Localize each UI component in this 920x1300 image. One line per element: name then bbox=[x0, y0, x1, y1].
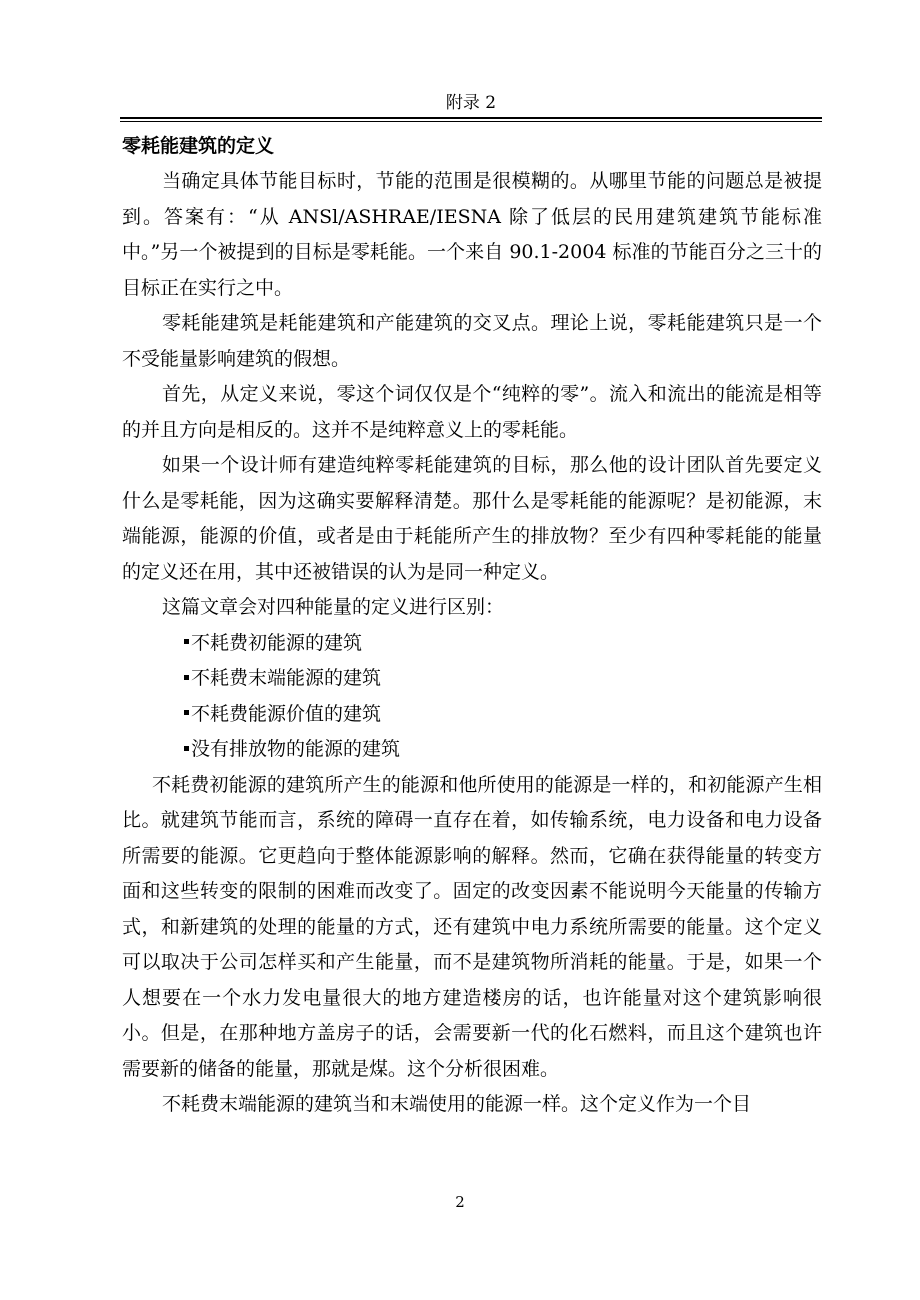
bullet-icon bbox=[184, 675, 189, 680]
bullet-icon bbox=[184, 639, 189, 644]
list-item bbox=[184, 697, 822, 733]
paragraph-7: 不耗费末端能源的建筑当和末端使用的能源一样。这个定义作为一个目 bbox=[162, 1093, 752, 1115]
paragraph-6: 不耗费初能源的建筑所产生的能源和他所使用的能源是一样的，和初能源产生相比。就建筑节能而言，系统的障碍一直存在着，如传输系统，电力设备和电力设备所需要的能源。它更趋向于整体能源影响的解释。然而，它确在获得能量的转变方面和这些转变的限制的困难而改变了。固定的改变因素不能说明今天能量的传输方式，和新建筑的处理的能量的方式，还有建筑中电力系统所需要的能量。这个定义可以取决于公司怎样买和产生能量，而不是建筑物所消耗的能量。于是，如果一个人想要在一个水力发电量很大的地方建造楼房的话，也许能量对这个建筑影响很小。但是，在那种地方盖房子的话，会需要新一代的化石燃料，而且这个建筑也许需要新的储备的能量，那就是煤。这个分析很困难。 bbox=[122, 773, 822, 1080]
bullet-icon bbox=[184, 746, 189, 751]
document-body bbox=[122, 128, 822, 1123]
list-item bbox=[184, 626, 822, 662]
list-item bbox=[184, 732, 822, 768]
list-item-text: 不耗费初能源的建筑 bbox=[191, 631, 363, 654]
paragraph-4: 如果一个设计师有建造纯粹零耗能建筑的目标，那么他的设计团队首先要定义什么是零耗能，因为这确实要解释清楚。那什么是零耗能的能源呢？是初能源，末端能源，能源的价值，或者是由于耗能所产生的排放物？至少有四种零耗能的能量的定义还在用，其中还被错误的认为是同一种定义。 bbox=[122, 454, 822, 583]
section-title: 零耗能建筑的定义 bbox=[122, 135, 275, 157]
page-number: 2 bbox=[455, 1193, 465, 1211]
list-item-text: 没有排放物的能源的建筑 bbox=[191, 738, 401, 760]
paragraph-3: 首先，从定义来说，零这个词仅仅是个“纯粹的零”。流入和流出的能流是相等的并且方向是相反的。这并不是纯粹意义上的零耗能。 bbox=[122, 383, 822, 441]
paragraph-1: 当确定具体节能目标时，节能的范围是很模糊的。从哪里节能的问题总是被提到。答案有：“从 ANSl/ASHRAE/IESNA 除了低层的民用建筑建筑节能标准中。”另一个被提到的目标是零耗能。一个来自 90.1-2004 标准的节能百分之三十的目标正在实行之中。 bbox=[122, 170, 822, 299]
paragraph-2: 零耗能建筑是耗能建筑和产能建筑的交叉点。理论上说，零耗能建筑只是一个不受能量影响建筑的假想。 bbox=[122, 312, 822, 370]
list-item-text: 不耗费能源价值的建筑 bbox=[191, 702, 382, 725]
list-item-text: 不耗费末端能源的建筑 bbox=[191, 667, 382, 689]
header-rule bbox=[120, 117, 822, 119]
page-header: 附录 2 bbox=[445, 93, 497, 113]
paragraph-5: 这篇文章会对四种能量的定义进行区别： bbox=[162, 596, 505, 618]
definition-list bbox=[122, 626, 822, 768]
header-rule-thin bbox=[120, 121, 822, 122]
bullet-icon bbox=[184, 710, 189, 715]
list-item bbox=[184, 661, 822, 697]
